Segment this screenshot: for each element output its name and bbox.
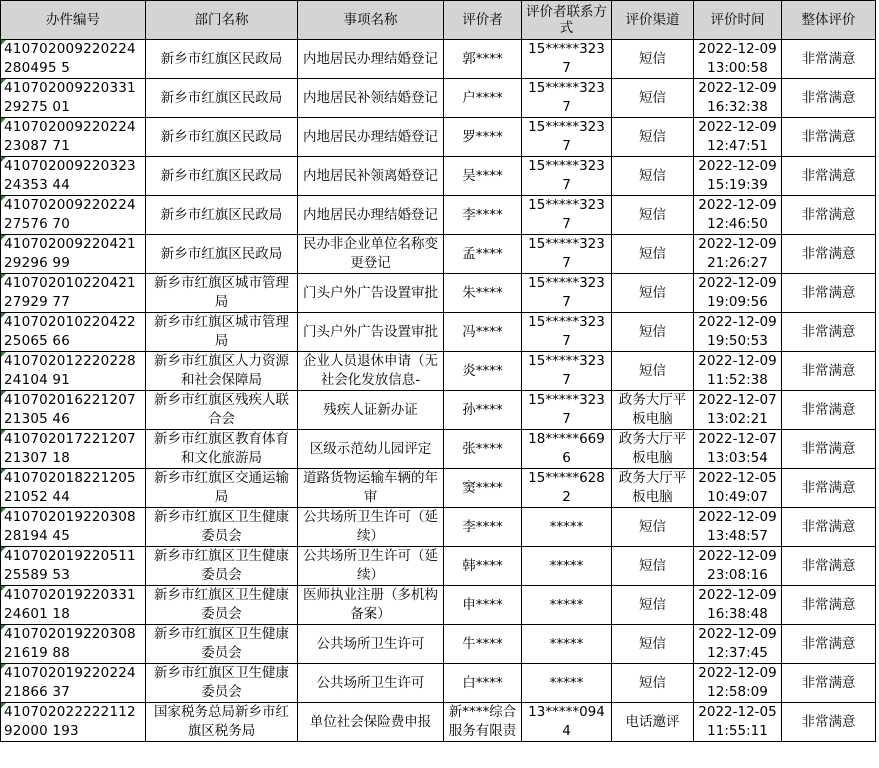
cell-contact: 15*****3237 xyxy=(522,391,612,430)
cell-time: 2022-12-07 13:02:21 xyxy=(694,391,782,430)
cell-id: 41070201922033124601 18 xyxy=(1,586,146,625)
cell-channel: 短信 xyxy=(612,664,694,703)
cell-time: 2022-12-05 10:49:07 xyxy=(694,469,782,508)
cell-id: 410702009220224280495 5 xyxy=(1,40,146,79)
cell-contact: ***** xyxy=(522,664,612,703)
table-row xyxy=(1,40,876,79)
cell-item: 医师执业注册（多机构备案） xyxy=(298,586,444,625)
cell-id: 41070200922033129275 01 xyxy=(1,79,146,118)
cell-channel: 短信 xyxy=(612,40,694,79)
cell-channel: 短信 xyxy=(612,625,694,664)
cell-rating: 非常满意 xyxy=(782,664,876,703)
cell-dept: 新乡市红旗区残疾人联合会 xyxy=(146,391,298,430)
cell-channel: 短信 xyxy=(612,586,694,625)
cell-id: 41070201622120721305 46 xyxy=(1,391,146,430)
table-row xyxy=(1,664,876,703)
header-rating: 整体评价 xyxy=(782,1,876,40)
table-row xyxy=(1,79,876,118)
cell-channel: 短信 xyxy=(612,508,694,547)
cell-rating: 非常满意 xyxy=(782,352,876,391)
cell-item: 门头户外广告设置审批 xyxy=(298,274,444,313)
table-row xyxy=(1,352,876,391)
cell-contact: 15*****3237 xyxy=(522,196,612,235)
cell-id: 41070201722120721307 18 xyxy=(1,430,146,469)
cell-time: 2022-12-09 12:46:50 xyxy=(694,196,782,235)
cell-dept: 新乡市红旗区卫生健康委员会 xyxy=(146,508,298,547)
cell-item: 公共场所卫生许可 xyxy=(298,664,444,703)
cell-dept: 新乡市红旗区民政局 xyxy=(146,118,298,157)
cell-dept: 新乡市红旗区人力资源和社会保障局 xyxy=(146,352,298,391)
cell-evaluator: 新****综合服务有限责 xyxy=(444,703,522,742)
cell-contact: 18*****6696 xyxy=(522,430,612,469)
cell-channel: 短信 xyxy=(612,274,694,313)
cell-contact: 15*****3237 xyxy=(522,79,612,118)
header-item: 事项名称 xyxy=(298,1,444,40)
cell-time: 2022-12-09 19:09:56 xyxy=(694,274,782,313)
cell-evaluator: 孟**** xyxy=(444,235,522,274)
cell-evaluator: 白**** xyxy=(444,664,522,703)
cell-dept: 新乡市红旗区卫生健康委员会 xyxy=(146,586,298,625)
cell-time: 2022-12-09 16:38:48 xyxy=(694,586,782,625)
cell-evaluator: 吴**** xyxy=(444,157,522,196)
cell-id: 41070201922030828194 45 xyxy=(1,508,146,547)
cell-dept: 新乡市红旗区城市管理局 xyxy=(146,274,298,313)
cell-dept: 新乡市红旗区民政局 xyxy=(146,196,298,235)
header-dept: 部门名称 xyxy=(146,1,298,40)
cell-id: 41070201022042127929 77 xyxy=(1,274,146,313)
cell-channel: 短信 xyxy=(612,157,694,196)
cell-channel: 政务大厅平板电脑 xyxy=(612,391,694,430)
table-row xyxy=(1,274,876,313)
cell-dept: 新乡市红旗区卫生健康委员会 xyxy=(146,664,298,703)
table-row xyxy=(1,508,876,547)
cell-rating: 非常满意 xyxy=(782,547,876,586)
cell-contact: 15*****3237 xyxy=(522,313,612,352)
cell-evaluator: 李**** xyxy=(444,508,522,547)
cell-evaluator: 炎**** xyxy=(444,352,522,391)
cell-contact: 15*****3237 xyxy=(522,118,612,157)
cell-time: 2022-12-05 11:55:11 xyxy=(694,703,782,742)
cell-item: 企业人员退休申请（无社会化发放信息- xyxy=(298,352,444,391)
cell-item: 内地居民补领结婚登记 xyxy=(298,79,444,118)
header-channel: 评价渠道 xyxy=(612,1,694,40)
cell-item: 区级示范幼儿园评定 xyxy=(298,430,444,469)
cell-channel: 短信 xyxy=(612,547,694,586)
cell-evaluator: 韩**** xyxy=(444,547,522,586)
cell-channel: 短信 xyxy=(612,313,694,352)
cell-evaluator: 户**** xyxy=(444,79,522,118)
cell-evaluator: 窦**** xyxy=(444,469,522,508)
table-row xyxy=(1,586,876,625)
cell-contact: 13*****0944 xyxy=(522,703,612,742)
cell-evaluator: 罗**** xyxy=(444,118,522,157)
cell-item: 门头户外广告设置审批 xyxy=(298,313,444,352)
cell-time: 2022-12-09 13:00:58 xyxy=(694,40,782,79)
header-evaluator: 评价者 xyxy=(444,1,522,40)
cell-contact: ***** xyxy=(522,625,612,664)
cell-evaluator: 张**** xyxy=(444,430,522,469)
cell-item: 残疾人证新办证 xyxy=(298,391,444,430)
cell-time: 2022-12-09 19:50:53 xyxy=(694,313,782,352)
cell-id: 41070201022042225065 66 xyxy=(1,313,146,352)
cell-id: 41070200922022427576 70 xyxy=(1,196,146,235)
cell-rating: 非常满意 xyxy=(782,274,876,313)
cell-channel: 政务大厅平板电脑 xyxy=(612,430,694,469)
cell-time: 2022-12-09 12:47:51 xyxy=(694,118,782,157)
cell-dept: 新乡市红旗区城市管理局 xyxy=(146,313,298,352)
cell-contact: 15*****3237 xyxy=(522,157,612,196)
cell-rating: 非常满意 xyxy=(782,703,876,742)
table-row xyxy=(1,391,876,430)
cell-time: 2022-12-09 21:26:27 xyxy=(694,235,782,274)
table-row xyxy=(1,235,876,274)
table-row xyxy=(1,118,876,157)
table-row xyxy=(1,703,876,742)
cell-dept: 新乡市红旗区卫生健康委员会 xyxy=(146,547,298,586)
cell-evaluator: 孙**** xyxy=(444,391,522,430)
cell-evaluator: 朱**** xyxy=(444,274,522,313)
cell-id: 41070201922051125589 53 xyxy=(1,547,146,586)
header-row xyxy=(1,1,876,40)
cell-time: 2022-12-07 13:03:54 xyxy=(694,430,782,469)
cell-id: 41070201922022421866 37 xyxy=(1,664,146,703)
cell-item: 内地居民办理结婚登记 xyxy=(298,40,444,79)
cell-rating: 非常满意 xyxy=(782,625,876,664)
cell-rating: 非常满意 xyxy=(782,508,876,547)
cell-rating: 非常满意 xyxy=(782,313,876,352)
cell-rating: 非常满意 xyxy=(782,235,876,274)
cell-item: 内地居民补领离婚登记 xyxy=(298,157,444,196)
cell-id: 41070201222022824104 91 xyxy=(1,352,146,391)
cell-id: 41070200922032324353 44 xyxy=(1,157,146,196)
cell-rating: 非常满意 xyxy=(782,196,876,235)
cell-dept: 新乡市红旗区民政局 xyxy=(146,40,298,79)
cell-evaluator: 郭**** xyxy=(444,40,522,79)
table-row xyxy=(1,157,876,196)
cell-channel: 短信 xyxy=(612,352,694,391)
cell-evaluator: 冯**** xyxy=(444,313,522,352)
table-row xyxy=(1,625,876,664)
cell-dept: 新乡市红旗区民政局 xyxy=(146,79,298,118)
cell-time: 2022-12-09 16:32:38 xyxy=(694,79,782,118)
cell-rating: 非常满意 xyxy=(782,586,876,625)
cell-contact: 15*****3237 xyxy=(522,235,612,274)
header-time: 评价时间 xyxy=(694,1,782,40)
cell-evaluator: 申**** xyxy=(444,586,522,625)
cell-id: 41070200922022423087 71 xyxy=(1,118,146,157)
cell-contact: 15*****3237 xyxy=(522,274,612,313)
cell-item: 内地居民办理结婚登记 xyxy=(298,196,444,235)
cell-contact: ***** xyxy=(522,586,612,625)
cell-channel: 政务大厅平板电脑 xyxy=(612,469,694,508)
table-row xyxy=(1,430,876,469)
cell-id: 41070200922042129296 99 xyxy=(1,235,146,274)
cell-rating: 非常满意 xyxy=(782,157,876,196)
cell-item: 道路货物运输车辆的年审 xyxy=(298,469,444,508)
cell-time: 2022-12-09 13:48:57 xyxy=(694,508,782,547)
cell-id: 41070201922030821619 88 xyxy=(1,625,146,664)
cell-dept: 新乡市红旗区教育体育和文化旅游局 xyxy=(146,430,298,469)
table-row xyxy=(1,313,876,352)
cell-rating: 非常满意 xyxy=(782,40,876,79)
cell-channel: 电话邀评 xyxy=(612,703,694,742)
cell-time: 2022-12-09 15:19:39 xyxy=(694,157,782,196)
cell-time: 2022-12-09 11:52:38 xyxy=(694,352,782,391)
table-row xyxy=(1,547,876,586)
header-contact: 评价者联系方式 xyxy=(522,1,612,40)
cell-contact: 15*****3237 xyxy=(522,352,612,391)
cell-id: 41070202222211292000 193 xyxy=(1,703,146,742)
cell-item: 内地居民办理结婚登记 xyxy=(298,118,444,157)
cell-item: 公共场所卫生许可（延续） xyxy=(298,508,444,547)
cell-dept: 新乡市红旗区交通运输局 xyxy=(146,469,298,508)
cell-item: 单位社会保险费申报 xyxy=(298,703,444,742)
cell-channel: 短信 xyxy=(612,235,694,274)
cell-channel: 短信 xyxy=(612,118,694,157)
cell-item: 民办非企业单位名称变更登记 xyxy=(298,235,444,274)
cell-dept: 新乡市红旗区民政局 xyxy=(146,235,298,274)
cell-contact: 15*****6282 xyxy=(522,469,612,508)
cell-time: 2022-12-09 23:08:16 xyxy=(694,547,782,586)
cell-channel: 短信 xyxy=(612,196,694,235)
cell-contact: ***** xyxy=(522,547,612,586)
cell-time: 2022-12-09 12:58:09 xyxy=(694,664,782,703)
cell-dept: 新乡市红旗区民政局 xyxy=(146,157,298,196)
cell-dept: 国家税务总局新乡市红旗区税务局 xyxy=(146,703,298,742)
cell-dept: 新乡市红旗区卫生健康委员会 xyxy=(146,625,298,664)
cell-rating: 非常满意 xyxy=(782,79,876,118)
header-id: 办件编号 xyxy=(1,1,146,40)
table-row xyxy=(1,469,876,508)
cell-item: 公共场所卫生许可 xyxy=(298,625,444,664)
table-row xyxy=(1,196,876,235)
cell-rating: 非常满意 xyxy=(782,469,876,508)
cell-id: 41070201822120521052 44 xyxy=(1,469,146,508)
cell-time: 2022-12-09 12:37:45 xyxy=(694,625,782,664)
cell-rating: 非常满意 xyxy=(782,118,876,157)
cell-contact: ***** xyxy=(522,508,612,547)
cell-item: 公共场所卫生许可（延续） xyxy=(298,547,444,586)
cell-evaluator: 牛**** xyxy=(444,625,522,664)
cell-contact: 15*****3237 xyxy=(522,40,612,79)
cell-rating: 非常满意 xyxy=(782,430,876,469)
cell-channel: 短信 xyxy=(612,79,694,118)
cell-rating: 非常满意 xyxy=(782,391,876,430)
cell-evaluator: 李**** xyxy=(444,196,522,235)
